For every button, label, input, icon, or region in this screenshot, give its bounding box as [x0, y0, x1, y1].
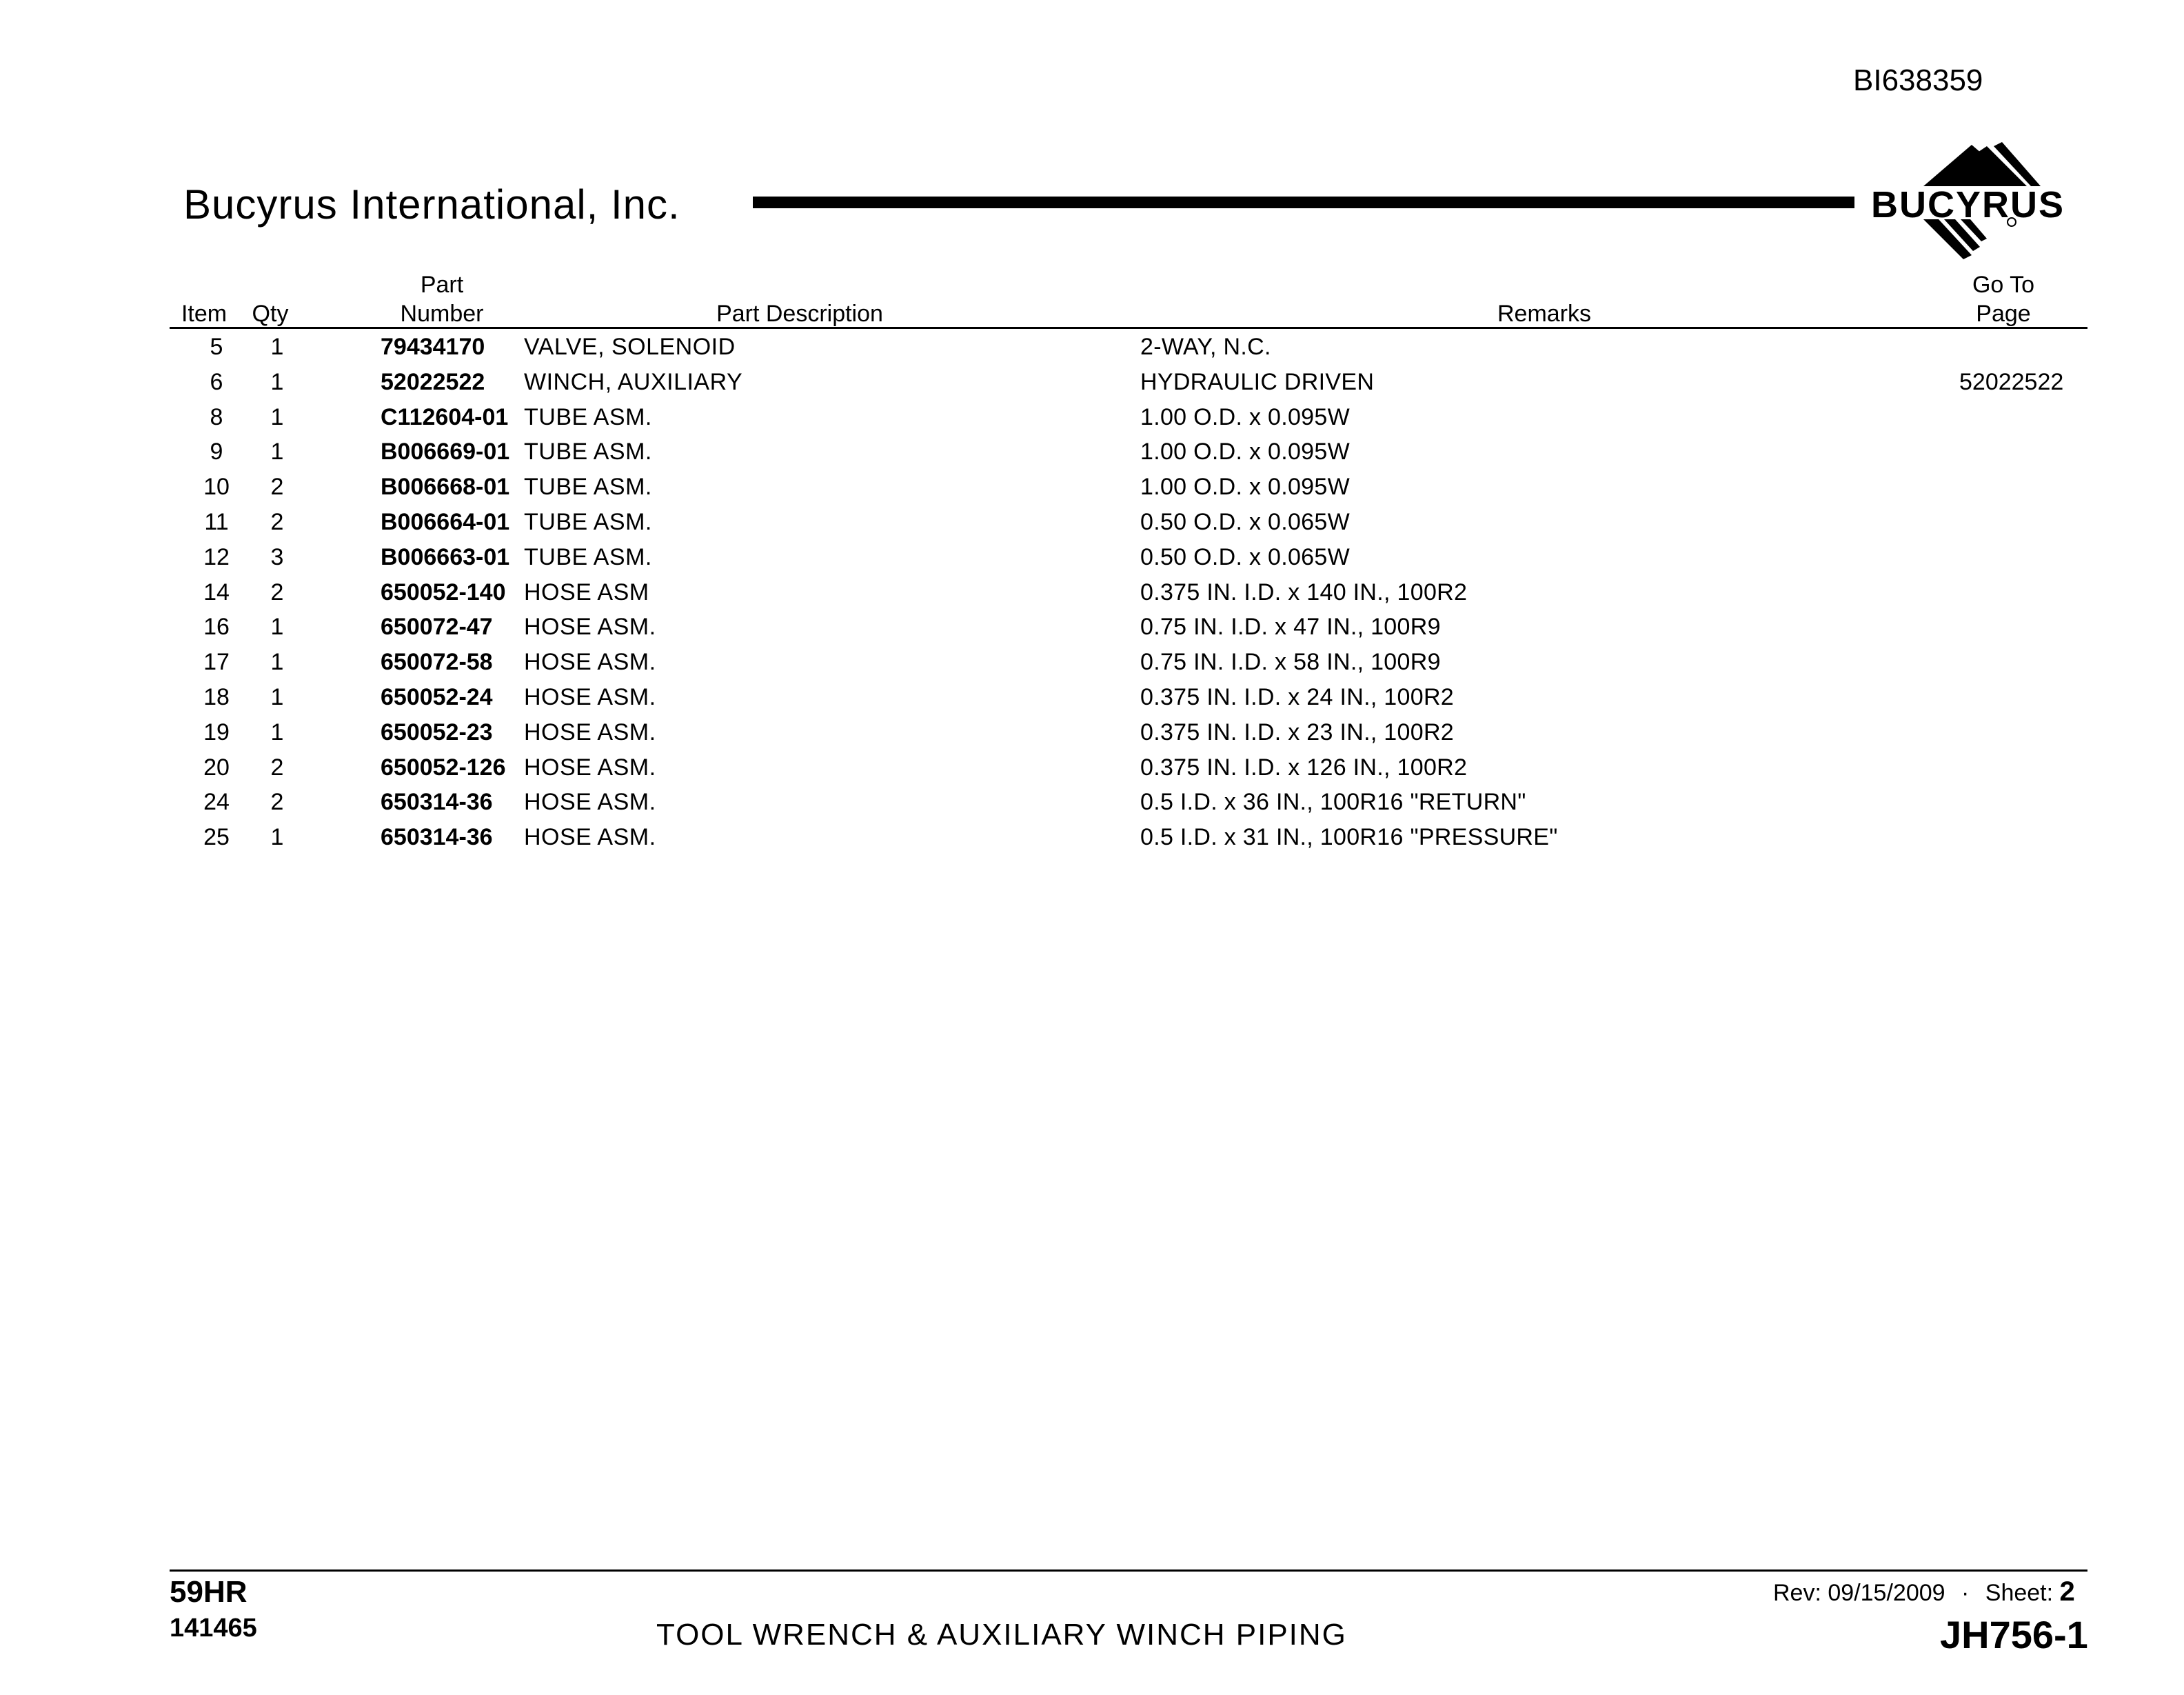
- part-number-cell: B006663-01: [381, 543, 510, 570]
- document-id: BI638359: [1853, 63, 1983, 97]
- drawing-code: JH756-1: [1940, 1613, 2088, 1656]
- table-row: [0, 611, 2184, 646]
- table-row: [0, 716, 2184, 752]
- footer-rule: [170, 1569, 2087, 1572]
- column-header-part-line1: Part: [420, 272, 464, 298]
- qty-cell: 1: [270, 683, 284, 710]
- part-number-cell: B006668-01: [381, 474, 510, 501]
- machine-model: 59HR: [170, 1575, 247, 1609]
- remarks-cell: 1.00 O.D. x 0.095W: [1140, 403, 1350, 430]
- remarks-cell: 0.5 I.D. x 31 IN., 100R16 "PRESSURE": [1140, 824, 1558, 851]
- column-header-part-number: [363, 270, 521, 328]
- description-cell: TUBE ASM.: [524, 474, 652, 501]
- table-row: [0, 541, 2184, 576]
- description-cell: HOSE ASM: [524, 579, 649, 605]
- description-cell: HOSE ASM.: [524, 683, 656, 710]
- remarks-cell: 0.375 IN. I.D. x 126 IN., 100R2: [1140, 754, 1468, 781]
- item-cell: 17: [203, 649, 230, 676]
- item-cell: 12: [203, 543, 230, 570]
- item-cell: 24: [203, 789, 230, 816]
- remarks-cell: 0.375 IN. I.D. x 23 IN., 100R2: [1140, 719, 1455, 745]
- table-row: [0, 821, 2184, 856]
- description-cell: HOSE ASM.: [524, 824, 656, 851]
- item-cell: 6: [210, 368, 223, 395]
- qty-cell: 1: [270, 403, 284, 430]
- remarks-cell: 1.00 O.D. x 0.095W: [1140, 474, 1350, 501]
- item-cell: 8: [210, 403, 223, 430]
- remarks-cell: 0.50 O.D. x 0.065W: [1140, 543, 1350, 570]
- part-number-cell: 52022522: [381, 368, 485, 395]
- drawing-title: TOOL WRENCH & AUXILIARY WINCH PIPING: [656, 1618, 1347, 1652]
- table-row: [0, 681, 2184, 716]
- description-cell: TUBE ASM.: [524, 508, 652, 535]
- table-row: [0, 752, 2184, 787]
- item-cell: 20: [203, 754, 230, 781]
- remarks-cell: 1.00 O.D. x 0.095W: [1140, 439, 1350, 465]
- item-cell: 9: [210, 439, 223, 465]
- remarks-cell: HYDRAULIC DRIVEN: [1140, 368, 1375, 395]
- remarks-cell: 0.75 IN. I.D. x 47 IN., 100R9: [1140, 614, 1441, 641]
- part-number-cell: C112604-01: [381, 403, 509, 430]
- description-cell: HOSE ASM.: [524, 754, 656, 781]
- machine-serial: 141465: [170, 1614, 257, 1643]
- qty-cell: 1: [270, 334, 284, 360]
- remarks-cell: 0.75 IN. I.D. x 58 IN., 100R9: [1140, 649, 1441, 676]
- remarks-cell: 0.50 O.D. x 0.065W: [1140, 508, 1350, 535]
- part-number-cell: B006664-01: [381, 508, 510, 535]
- part-number-cell: 650072-58: [381, 649, 493, 676]
- company-name: Bucyrus International, Inc.: [183, 181, 680, 228]
- description-cell: HOSE ASM.: [524, 649, 656, 676]
- qty-cell: 1: [270, 719, 284, 745]
- column-header-qty: Qty: [252, 301, 289, 327]
- qty-cell: 2: [270, 508, 284, 535]
- column-header-goto-line1: Go To: [1972, 272, 2035, 298]
- description-cell: HOSE ASM.: [524, 614, 656, 641]
- part-number-cell: B006669-01: [381, 439, 510, 465]
- column-header-part-line2: Number: [400, 301, 484, 327]
- item-cell: 11: [204, 508, 229, 535]
- parts-table: [0, 331, 2184, 856]
- remarks-cell: 0.375 IN. I.D. x 24 IN., 100R2: [1140, 683, 1455, 710]
- remarks-cell: 0.375 IN. I.D. x 140 IN., 100R2: [1140, 579, 1468, 605]
- separator-dot: ·: [1961, 1580, 1970, 1606]
- sheet-label: Sheet:: [1985, 1580, 2054, 1606]
- description-cell: HOSE ASM.: [524, 789, 656, 816]
- item-cell: 14: [203, 579, 230, 605]
- goto-page-link[interactable]: 52022522: [1959, 368, 2064, 395]
- remarks-cell: 2-WAY, N.C.: [1140, 334, 1271, 360]
- revision-info: [1773, 1576, 2075, 1607]
- rev-label: Rev:: [1773, 1580, 1821, 1606]
- part-number-cell: 650052-23: [381, 719, 493, 745]
- column-header-goto-page: [1955, 270, 2052, 328]
- part-number-cell: 79434170: [381, 334, 485, 360]
- header-rule: [170, 327, 2087, 329]
- qty-cell: 1: [270, 824, 284, 851]
- logo-wordmark: BUCYRUS: [1871, 184, 2065, 225]
- item-cell: 5: [210, 334, 223, 360]
- table-row: [0, 786, 2184, 821]
- item-cell: 19: [203, 719, 230, 745]
- part-number-cell: 650314-36: [381, 789, 493, 816]
- item-cell: 16: [203, 614, 230, 641]
- column-header-description: Part Description: [716, 301, 883, 327]
- qty-cell: 2: [270, 789, 284, 816]
- qty-cell: 2: [270, 754, 284, 781]
- qty-cell: 2: [270, 579, 284, 605]
- part-number-cell: 650052-126: [381, 754, 506, 781]
- column-header-remarks: Remarks: [1497, 301, 1592, 327]
- qty-cell: 1: [270, 649, 284, 676]
- table-row: [0, 436, 2184, 471]
- table-row: [0, 366, 2184, 401]
- item-cell: 10: [203, 474, 230, 501]
- table-row: [0, 401, 2184, 437]
- description-cell: HOSE ASM.: [524, 719, 656, 745]
- qty-cell: 1: [270, 439, 284, 465]
- description-cell: TUBE ASM.: [524, 403, 652, 430]
- table-row: [0, 331, 2184, 366]
- part-number-cell: 650072-47: [381, 614, 493, 641]
- description-cell: TUBE ASM.: [524, 439, 652, 465]
- part-number-cell: 650052-24: [381, 683, 493, 710]
- part-number-cell: 650052-140: [381, 579, 506, 605]
- remarks-cell: 0.5 I.D. x 36 IN., 100R16 "RETURN": [1140, 789, 1526, 816]
- item-cell: 25: [203, 824, 230, 851]
- table-row: [0, 471, 2184, 506]
- table-row: [0, 506, 2184, 541]
- rev-date: 09/15/2009: [1828, 1580, 1945, 1606]
- description-cell: WINCH, AUXILIARY: [524, 368, 743, 395]
- sheet-number: 2: [2059, 1576, 2075, 1607]
- table-row: [0, 576, 2184, 612]
- description-cell: VALVE, SOLENOID: [524, 334, 736, 360]
- item-cell: 18: [203, 683, 230, 710]
- description-cell: TUBE ASM.: [524, 543, 652, 570]
- column-header-item: Item: [181, 301, 228, 327]
- part-number-cell: 650314-36: [381, 824, 493, 851]
- qty-cell: 3: [270, 543, 284, 570]
- table-row: [0, 646, 2184, 681]
- qty-cell: 1: [270, 614, 284, 641]
- column-header-goto-line2: Page: [1976, 301, 2031, 327]
- qty-cell: 1: [270, 368, 284, 395]
- qty-cell: 2: [270, 474, 284, 501]
- title-rule: [753, 197, 1854, 208]
